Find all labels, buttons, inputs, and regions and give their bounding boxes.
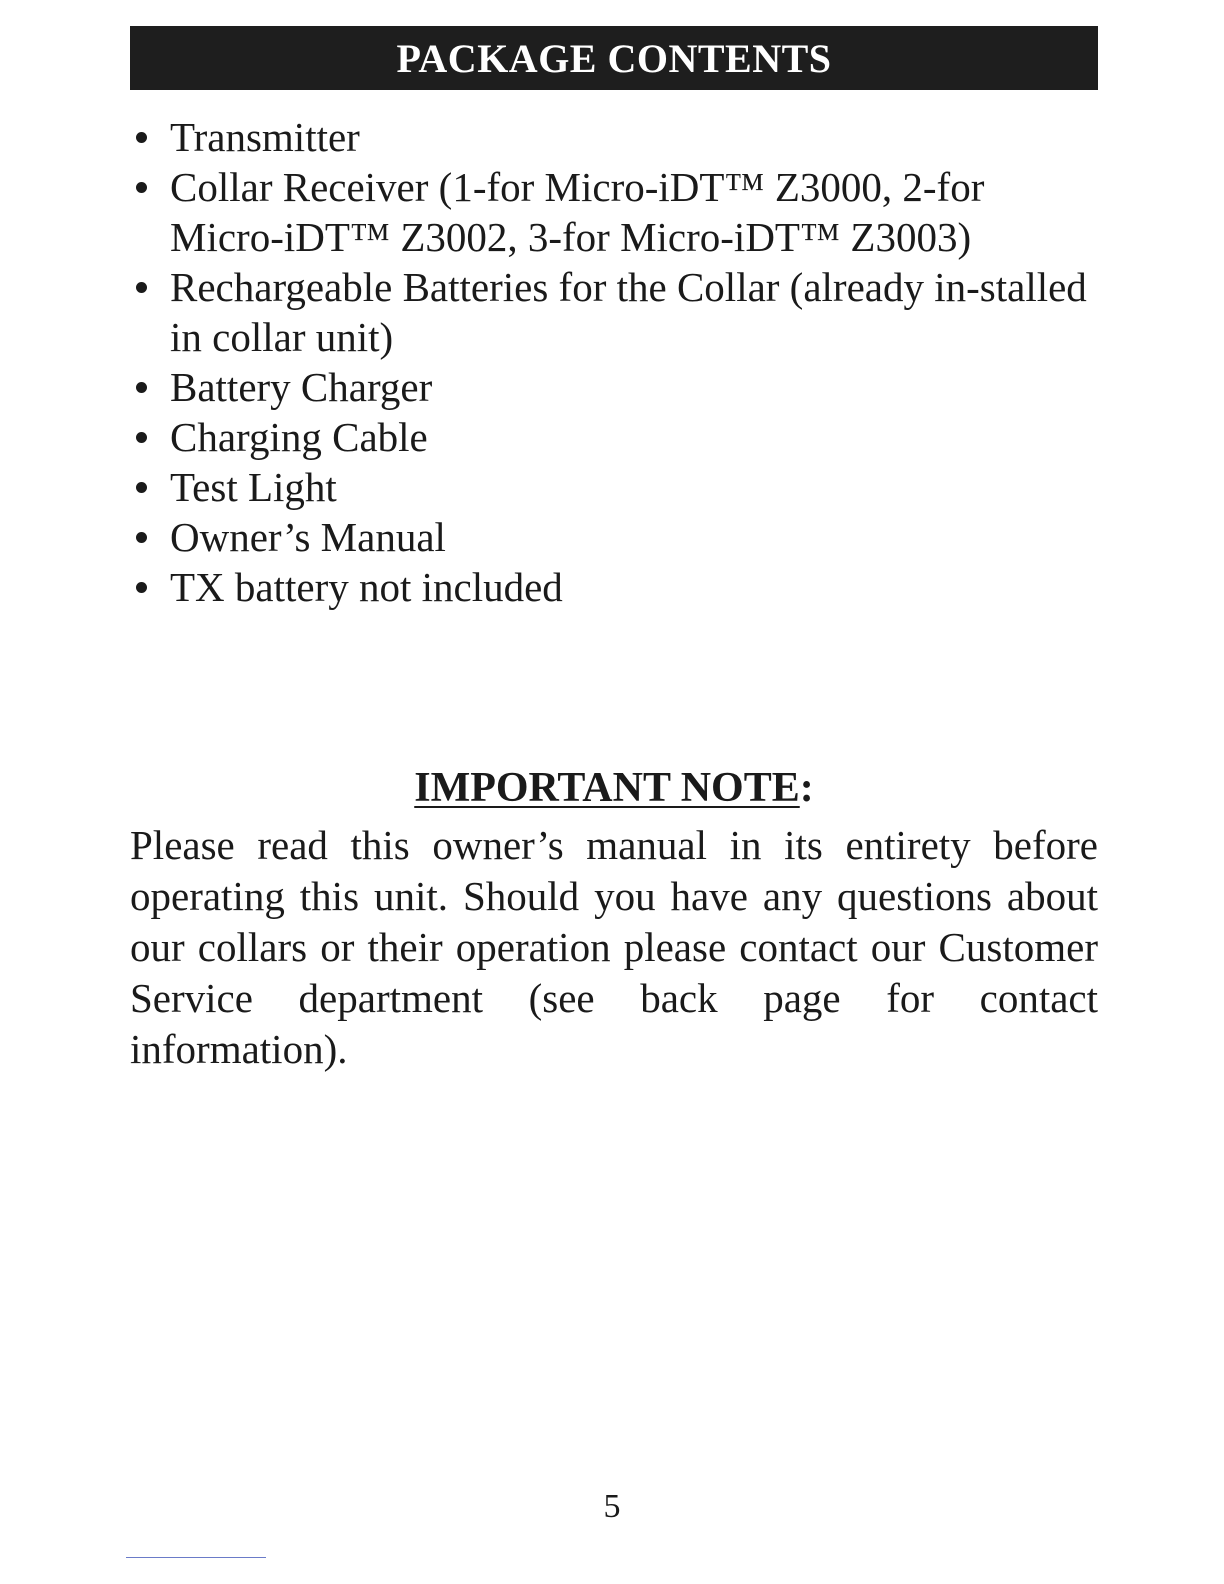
important-note-heading xyxy=(130,760,1098,816)
package-contents-header xyxy=(130,26,1098,90)
important-note-heading-colon: : xyxy=(799,765,814,811)
bullet-icon xyxy=(136,432,147,443)
important-note-heading-text: IMPORTANT NOTE xyxy=(414,765,800,811)
list-item xyxy=(130,412,1090,462)
bullet-icon xyxy=(136,532,147,543)
list-item-text: Test Light xyxy=(170,464,337,510)
bullet-icon xyxy=(136,482,147,493)
footer-rule xyxy=(126,1557,266,1558)
bullet-icon xyxy=(136,582,147,593)
package-contents-list xyxy=(130,112,1090,612)
bullet-icon xyxy=(136,382,147,393)
list-item xyxy=(130,162,1090,262)
list-item xyxy=(130,562,1090,612)
package-contents-title: PACKAGE CONTENTS xyxy=(396,35,832,81)
list-item-text: Charging Cable xyxy=(170,414,428,460)
list-item-text: Owner’s Manual xyxy=(170,514,446,560)
list-item-text: Battery Charger xyxy=(170,364,433,410)
list-item xyxy=(130,512,1090,562)
bullet-icon xyxy=(136,132,147,143)
list-item-text: Collar Receiver (1-for Micro-iDT™ Z3000, 2-for Micro-iDT™ Z3002, 3-for Micro-iDT™ Z3003) xyxy=(170,164,985,260)
list-item-text: TX battery not included xyxy=(170,564,563,610)
important-note-body: Please read this owner’s manual in its entirety before operating this unit. Should you have any questions about our collars or their operation please contact our Customer Service department (see back page for contact information). xyxy=(130,822,1098,1072)
list-item-text: Rechargeable Batteries for the Collar (already in-stalled in collar unit) xyxy=(170,264,1087,360)
page-number: 5 xyxy=(603,1488,621,1525)
bullet-icon xyxy=(136,282,147,293)
list-item xyxy=(130,362,1090,412)
list-item xyxy=(130,262,1090,362)
bullet-icon xyxy=(136,182,147,193)
list-item xyxy=(130,462,1090,512)
list-item-text: Transmitter xyxy=(170,114,360,160)
list-item xyxy=(130,112,1090,162)
